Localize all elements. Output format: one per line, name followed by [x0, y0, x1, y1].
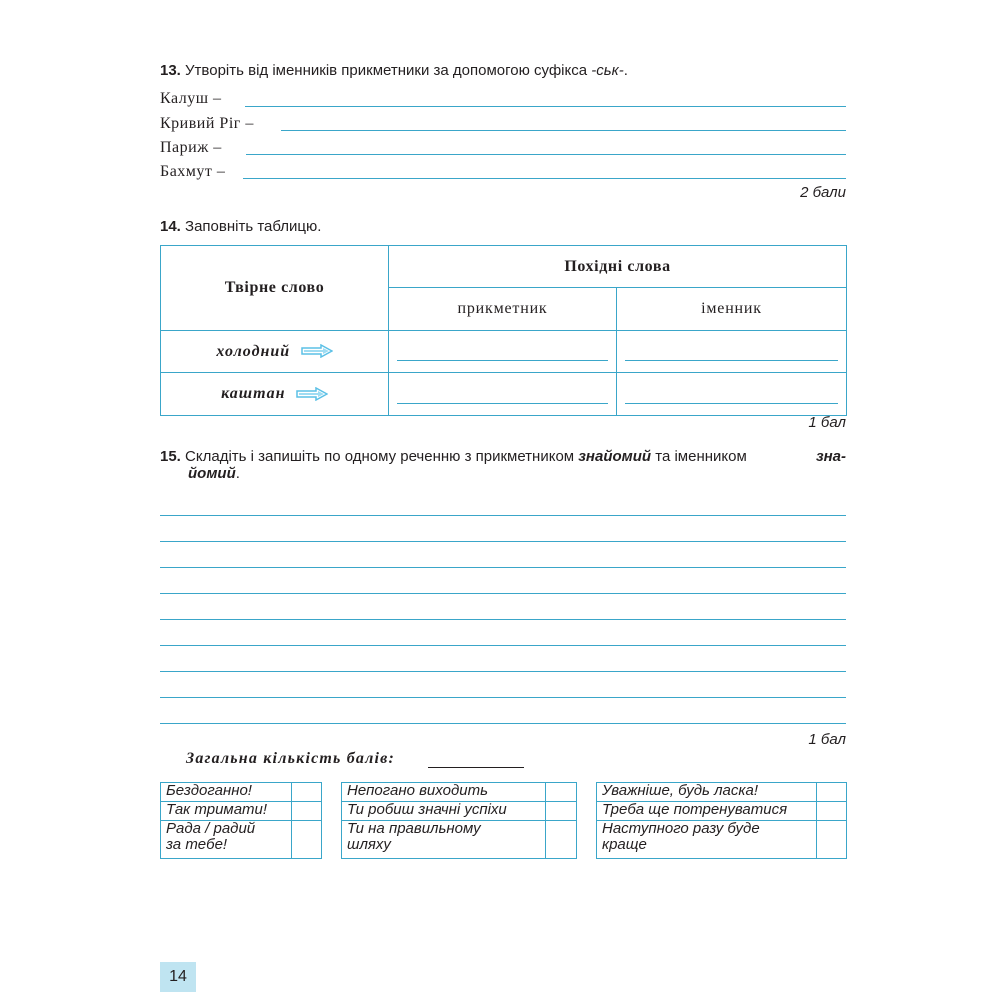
answer-cell-noun-2[interactable]: [617, 373, 847, 416]
answer-line-kryvyi-rih[interactable]: [281, 130, 846, 131]
evaluation-text: [342, 821, 546, 859]
total-score-label: Загальна кількість балів:: [186, 750, 396, 767]
evaluation-text-line: за тебе!: [166, 836, 228, 853]
task-15-end: .: [235, 465, 240, 482]
answer-line-paryzh[interactable]: [246, 154, 846, 155]
header-base-word: [161, 246, 389, 331]
header-adjective-label: прикметник: [457, 300, 548, 317]
task-14-title: [160, 218, 321, 235]
task-13-end: .: [623, 62, 628, 79]
writing-line-4[interactable]: [160, 593, 846, 594]
evaluation-text: Треба ще потренуватися: [597, 802, 817, 821]
answer-line[interactable]: [397, 360, 608, 361]
evaluation-text-line: шляху: [347, 836, 391, 853]
evaluation-checkbox[interactable]: [292, 821, 322, 859]
header-base-word-label: Твірне слово: [224, 279, 325, 296]
evaluation-text: Уважніше, будь ласка!: [597, 783, 817, 802]
evaluation-text-line: Наступного разу буде: [602, 820, 760, 837]
evaluation-group-3: [596, 782, 847, 859]
answer-line[interactable]: [625, 403, 838, 404]
writing-line-9[interactable]: [160, 723, 846, 724]
evaluation-text: [161, 821, 292, 859]
task-15-word1: знайомий: [578, 448, 652, 465]
page-number: 14: [160, 962, 196, 992]
task-13-text: Утворіть від іменників прикметники за допомогою суфікса: [185, 62, 588, 79]
evaluation-text-line: Ти на правильному: [347, 820, 481, 837]
evaluation-text: Бездоганно!: [161, 783, 292, 802]
task-15-number: 15.: [160, 448, 181, 465]
right-arrow-icon: [296, 387, 328, 401]
total-score-line[interactable]: [428, 767, 524, 768]
header-derived-words: [389, 246, 847, 288]
task-15-word2-part2: йомий: [188, 465, 236, 482]
task-15-text-before: Складіть і запишіть по одному реченню з прикметником: [185, 448, 575, 465]
evaluation-checkbox[interactable]: [546, 821, 577, 859]
answer-cell-noun-1[interactable]: [617, 331, 847, 373]
evaluation-text: Непогано виходить: [342, 783, 546, 802]
header-noun-label: іменник: [701, 300, 762, 317]
answer-cell-adjective-2[interactable]: [389, 373, 617, 416]
writing-line-3[interactable]: [160, 567, 846, 568]
writing-line-6[interactable]: [160, 645, 846, 646]
evaluation-checkbox[interactable]: [546, 783, 577, 802]
task-15-score: 1 бал: [808, 731, 846, 748]
evaluation-text: [597, 821, 817, 859]
evaluation-checkbox[interactable]: [292, 783, 322, 802]
evaluation-checkbox[interactable]: [817, 821, 847, 859]
row-word-kholodnyi: холодний: [216, 342, 291, 360]
city-kryvyi-rih-label: Кривий Ріг –: [160, 115, 254, 132]
evaluation-group-1: [160, 782, 322, 859]
writing-line-2[interactable]: [160, 541, 846, 542]
evaluation-group-2: [341, 782, 577, 859]
city-kalush-label: Калуш –: [160, 90, 222, 107]
row-word-cell: [161, 331, 389, 373]
task-14-score: 1 бал: [808, 414, 846, 431]
task-15-word2-part1: зна-: [815, 448, 846, 465]
city-bakhmut-label: Бахмут –: [160, 163, 226, 180]
writing-line-7[interactable]: [160, 671, 846, 672]
task-14-number: 14.: [160, 218, 181, 235]
task-13-suffix: -ськ-: [591, 62, 624, 79]
evaluation-text-line: Рада / радий: [166, 820, 256, 837]
evaluation-checkbox[interactable]: [817, 783, 847, 802]
task-13-score: 2 бали: [800, 184, 846, 201]
writing-line-1[interactable]: [160, 515, 846, 516]
answer-line[interactable]: [397, 403, 608, 404]
city-paryzh-label: Париж –: [160, 139, 222, 156]
row-word-kashtan: каштан: [221, 385, 286, 402]
right-arrow-icon: [301, 344, 333, 358]
evaluation-text: Так тримати!: [161, 802, 292, 821]
header-adjective: [389, 288, 617, 331]
answer-cell-adjective-1[interactable]: [389, 331, 617, 373]
writing-line-8[interactable]: [160, 697, 846, 698]
task-14-text: Заповніть таблицю.: [185, 218, 322, 235]
task-13-number: 13.: [160, 62, 181, 79]
answer-line-bakhmut[interactable]: [243, 178, 846, 179]
task-13-title: [160, 62, 628, 79]
writing-line-5[interactable]: [160, 619, 846, 620]
answer-line-kalush[interactable]: [245, 106, 846, 107]
task-15-text-middle: та іменником: [655, 448, 747, 465]
row-word-cell: [161, 373, 389, 416]
evaluation-checkbox[interactable]: [292, 802, 322, 821]
task-15-title: [160, 448, 846, 482]
evaluation-text: Ти робиш значні успіхи: [342, 802, 546, 821]
evaluation-checkbox[interactable]: [546, 802, 577, 821]
header-derived-words-label: Похідні слова: [564, 257, 671, 275]
evaluation-text-line: краще: [602, 836, 647, 853]
evaluation-checkbox[interactable]: [817, 802, 847, 821]
answer-line[interactable]: [625, 360, 838, 361]
header-noun: [617, 288, 847, 331]
derivation-table: [160, 245, 847, 416]
